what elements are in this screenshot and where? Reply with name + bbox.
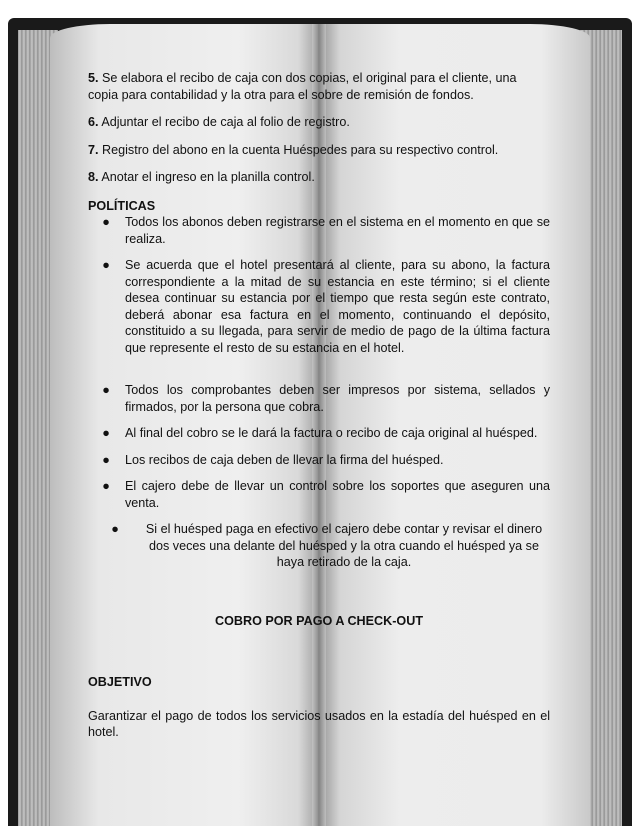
list-item-text: El cajero debe de llevar un control sobre los soportes que aseguren una venta. (125, 479, 550, 510)
step-number: 7. (88, 142, 99, 157)
list-item (88, 521, 550, 571)
list-item (88, 425, 550, 442)
cobro-heading: COBRO POR PAGO A CHECK-OUT (214, 613, 424, 628)
politicas-list (88, 214, 550, 571)
list-item-text: Los recibos de caja deben de llevar la firma del huésped. (125, 452, 444, 467)
step-6 (88, 114, 550, 131)
list-item-text: Si el huésped paga en efectivo el cajero debe contar y revisar el dinero dos veces una delante del huésped y la otra cuando el huésped ya se haya retirado de la caja. (145, 522, 543, 569)
list-item (88, 478, 550, 511)
list-item-text: Todos los comprobantes deben ser impresos por sistema, sellados y firmados, por la persona que cobra. (125, 383, 550, 414)
bullet-icon: ● (102, 479, 110, 493)
bullet-icon: ● (111, 522, 119, 536)
document-content (88, 70, 550, 741)
step-text: Adjuntar el recibo de caja al folio de registro. (98, 115, 350, 129)
step-7 (88, 142, 550, 159)
bullet-icon: ● (102, 258, 110, 272)
bullet-icon: ● (102, 452, 110, 467)
list-item-text: Todos los abonos deben registrarse en el sistema en el momento en que se realiza. (125, 215, 550, 246)
step-5 (88, 70, 550, 103)
step-number: 8. (88, 170, 99, 184)
list-item (88, 257, 550, 356)
step-8 (88, 169, 550, 186)
objetivo-heading: OBJETIVO (88, 675, 152, 689)
step-number: 5. (88, 71, 99, 85)
step-text: Se elabora el recibo de caja con dos copias, el original para el cliente, una copia para contabilidad y la otra para el sobre de remisión de fondos. (88, 71, 517, 102)
list-item (88, 214, 550, 247)
list-item-text: Al final del cobro se le dará la factura o recibo de caja original al huésped. (125, 426, 538, 440)
list-item (88, 452, 550, 469)
bullet-icon: ● (102, 383, 110, 397)
step-number: 6. (88, 115, 99, 129)
bullet-icon: ● (102, 215, 110, 229)
list-item-text: Se acuerda que el hotel presentará al cliente, para su abono, la factura correspondiente a la mitad de su estancia en este término; si el cliente desea continuar su estancia por el tiempo que resta según este contrato, deberá abonar esa factura en el momento, continuando el depósito, constituido a su llegada, para servir de medio de pago de la última factura que represente el resto de su estancia en el hotel. (125, 258, 550, 355)
step-text: Anotar el ingreso en la planilla control. (98, 170, 315, 184)
politicas-heading: POLÍTICAS (88, 198, 156, 213)
step-text: Registro del abono en la cuenta Huéspedes para su respectivo control. (98, 142, 499, 157)
list-item (88, 382, 550, 415)
objetivo-text: Garantizar el pago de todos los servicios usados en la estadía del huésped en el hotel. (88, 708, 550, 739)
bullet-icon: ● (102, 426, 110, 440)
